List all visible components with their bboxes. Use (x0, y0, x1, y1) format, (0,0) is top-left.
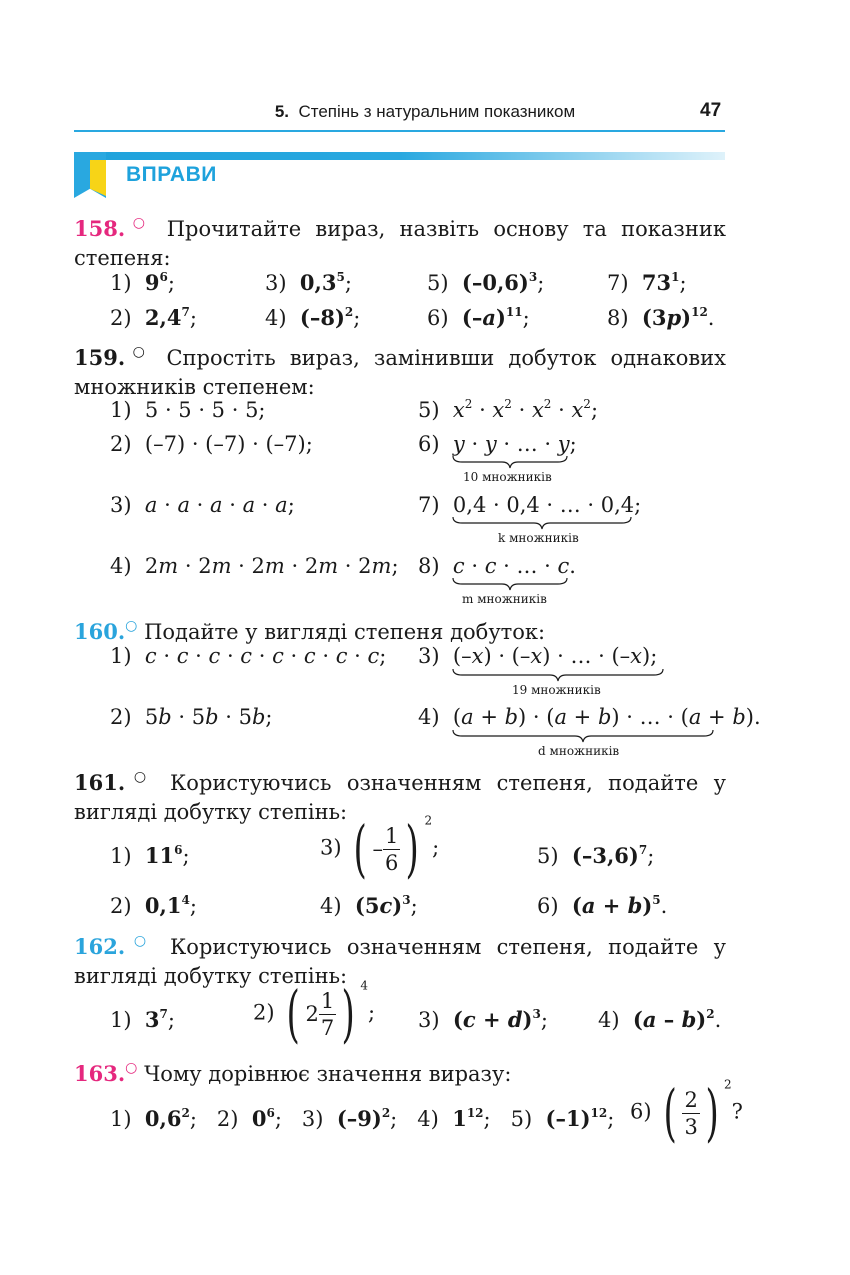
exercise-163: 163.○ Чому дорівнює значення виразу: (74, 1060, 512, 1086)
ex158-item6: 6) $(-a)^{11}$; (427, 305, 530, 330)
exercise-159: 159.○ Спростіть вираз, замінивши добуток однакових множників степенем: (74, 344, 727, 399)
bookmark-accent-icon (90, 160, 106, 196)
ex159-item1: 1) 5 · 5 · 5 · 5; (110, 398, 266, 422)
ex159-item7: 7) 0,4 · 0,4 · … · 0,4; (418, 493, 642, 517)
ex159-item4: 4) 2m · 2m · 2m · 2m · 2m; (110, 554, 399, 578)
ex158-item1: 1) $9^6$; (110, 270, 175, 295)
ex158-item7: 7) $73^1$; (607, 270, 687, 295)
brace-label-160-3: 19 множників (512, 683, 601, 697)
brace-label-159-6: 10 множників (463, 470, 552, 484)
ex161-item5: 5) $(-3,6)^7$; (537, 843, 655, 868)
ex162-item2: 2) ( 2 $\frac{1}{7}$ ) $^4$; (253, 977, 376, 1050)
section-title: ВПРАВИ (126, 163, 217, 186)
ex158-item3: 3) $0,3^5$; (265, 270, 352, 295)
ex159-item8: 8) c · c · … · c. (418, 554, 576, 578)
ex161-item1: 1) $11^6$; (110, 843, 190, 868)
ex160-item4: 4) (a + b) · (a + b) · … · (a + b). (418, 705, 761, 729)
ex162-item4: 4) (a – b)$^2$. (598, 1007, 722, 1032)
ex160-item2: 2) 5b · 5b · 5b; (110, 705, 273, 729)
brace-160-3 (452, 668, 664, 682)
brace-160-4 (452, 729, 714, 743)
exercise-160: 160.○ Подайте у вигляді степеня добуток: (74, 618, 546, 644)
ex159-item2: 2) (–7) · (–7) · (–7); (110, 432, 313, 456)
exercise-161: 161.○ Користуючись означенням степеня, подайте у вигляді добутку степінь: (74, 769, 726, 824)
ex159-item3: 3) a · a · a · a · a; (110, 493, 295, 517)
brace-label-160-4: d множників (538, 744, 620, 758)
ex160-item3: 3) (–x) · (–x) · … · (–x); (418, 644, 658, 668)
ex163-item6: 6) ( $\frac{2}{3}$ ) $^2$? (630, 1076, 743, 1149)
brace-159-7 (452, 516, 632, 530)
section-banner-bar (74, 152, 725, 160)
ex161-item4: 4) $(5c)^3$; (320, 893, 418, 918)
ex158-item4: 4) $(-8)^2$; (265, 305, 361, 330)
brace-label-159-7: k множників (498, 531, 579, 545)
page-number: 47 (700, 100, 722, 121)
ex159-item5: 5) $x^2 \cdot x^2 \cdot x^2 \cdot x^2$; (418, 397, 599, 422)
ex163-items-1-5: 1) $0,6^2$; 2) $0^6$; 3) $(-9)^2$; 4) $1^{12}$; 5) $(-1)^{12}$; (110, 1106, 615, 1131)
ex158-item8: 8) $(3p)^{12}$. (607, 305, 715, 330)
brace-label-159-8: m множників (462, 592, 547, 606)
header-rule (74, 130, 725, 132)
ex161-item6: 6) $(a + b)^5$. (537, 893, 668, 918)
ex158-item2: 2) $2,4^7$; (110, 305, 197, 330)
exercise-162: 162.○ Користуючись означенням степеня, подайте у вигляді добутку степінь: (74, 933, 726, 988)
chapter-title: 5. Степінь з натуральним показником (274, 102, 576, 121)
ex158-item5: 5) $(-0,6)^3$; (427, 270, 545, 295)
brace-159-6 (452, 455, 568, 469)
ex162-item3: 3) $(c + d)^3$; (418, 1007, 548, 1032)
ex162-item1: 1) $3^7$; (110, 1007, 175, 1032)
ex159-item6: 6) y · y · … · y; (418, 432, 577, 456)
ex161-item3: 3) ( – $\frac{1}{6}$ ) $^2$; (320, 812, 440, 885)
ex160-item1: 1) c · c · c · c · c · c · c · c; (110, 644, 387, 668)
exercise-158: 158.○ Прочитайте вираз, назвіть основу та показник степеня: (74, 215, 726, 270)
ex161-item2: 2) $0,1^4$; (110, 893, 197, 918)
brace-159-8 (452, 577, 568, 591)
